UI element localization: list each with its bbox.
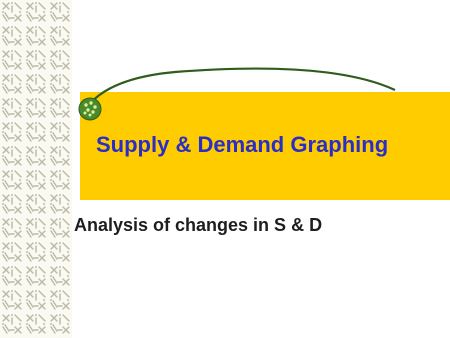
slide-subtitle: Analysis of changes in S & D bbox=[74, 215, 323, 235]
decorative-pattern-strip bbox=[0, 0, 72, 338]
pattern-icon bbox=[0, 0, 72, 338]
slide-title: Supply & Demand Graphing bbox=[96, 132, 389, 157]
